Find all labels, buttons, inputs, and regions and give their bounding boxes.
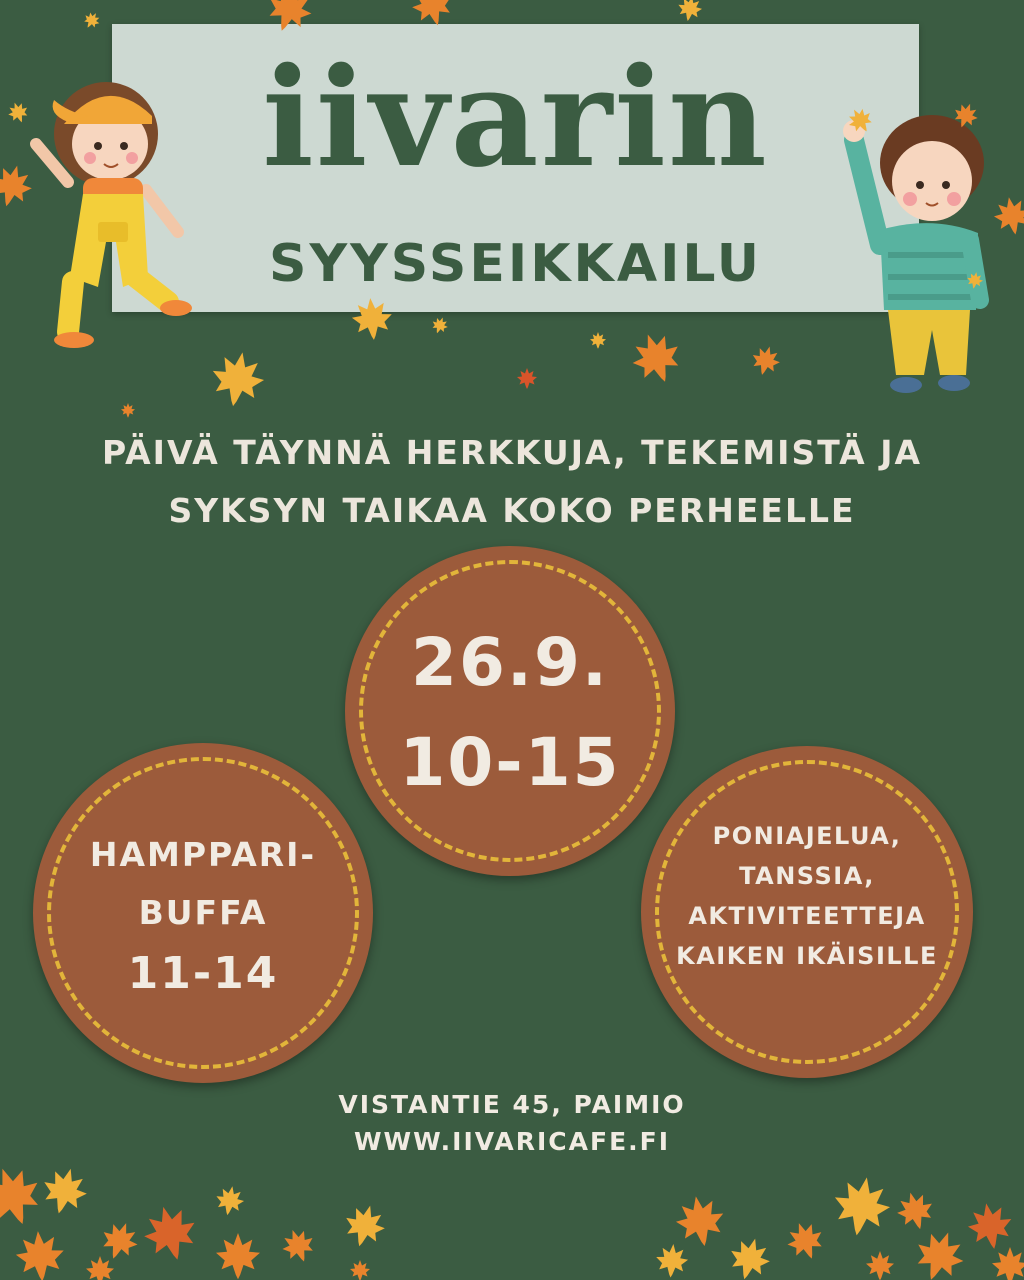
buffet-label-1: HAMPPARI-: [89, 835, 317, 874]
event-subtitle: SYYSSEIKKAILU: [269, 234, 762, 294]
event-hours: 10-15: [399, 724, 621, 801]
tagline-line-1: PÄIVÄ TÄYNNÄ HERKKUJA, TEKEMISTÄ JA: [101, 433, 923, 472]
activity-line: PONIAJELUA,: [712, 822, 902, 850]
tagline-line-2: SYKSYN TAIKAA KOKO PERHEELLE: [168, 491, 856, 530]
event-date: 26.9.: [411, 624, 609, 701]
event-title: iivarin: [262, 38, 769, 198]
activity-line: KAIKEN IKÄISILLE: [676, 942, 938, 970]
buffet-hours: 11-14: [127, 948, 279, 999]
website-link[interactable]: WWW.IIVARICAFE.FI: [353, 1127, 671, 1156]
activity-line: AKTIVITEETTEJA: [688, 902, 926, 930]
activity-line: TANSSIA,: [739, 862, 875, 890]
buffet-label-2: BUFFA: [138, 893, 268, 932]
address: VISTANTIE 45, PAIMIO: [338, 1090, 686, 1119]
